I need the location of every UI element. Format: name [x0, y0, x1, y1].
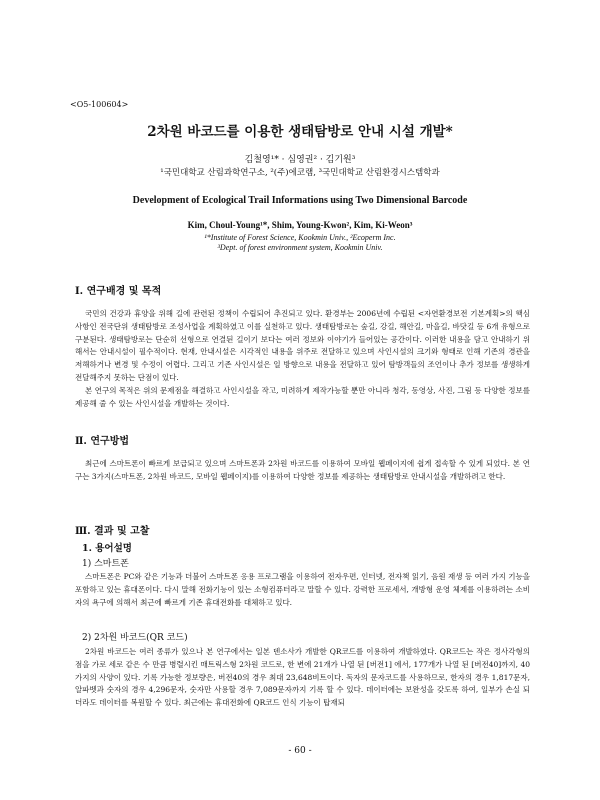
affiliation-english-line-1: ¹*Institute of Forest Science, Kookmin Univ., ²Ecoperm Inc.	[204, 233, 396, 242]
section-2-heading: Ⅱ. 연구방법	[75, 436, 130, 447]
title-english: Development of Ecological Trail Informations using Two Dimensional Barcode	[132, 195, 468, 206]
section-1-heading: Ⅰ. 연구배경 및 목적	[75, 286, 162, 297]
affiliation-english-line-2: ³Dept. of forest environment system, Kookmin Univ.	[217, 243, 383, 252]
subsection-1-1-paragraph: 스마트폰은 PC와 같은 기능과 더불어 스마트폰 응용 프로그램을 이용하여 전자우편, 인터넷, 전자책 읽기, 음원 재생 등 여러 가지 기능을 포함하고 있는 휴대폰이다. 다시 말해 전화기능이 있는 소형컴퓨터라고 말할 수 있다. 강력한 프로세서, 개방형 운영 체제를 이용하려는 소비자의 욕구에 의해서 최근에 빠르게 기존 휴대전화를 대체하고 있다.	[75, 572, 530, 607]
paper-code: <O5-100604>	[70, 100, 129, 109]
subsection-1-1-heading: 1) 스마트폰	[82, 559, 129, 569]
section-3-heading: Ⅲ. 결과 및 고찰	[75, 526, 150, 537]
section-1-paragraph-2: 본 연구의 목적은 위의 문제점을 해결하고 사인시설을 작고, 미려하게 제작가능할 뿐만 아니라 청각, 동영상, 사진, 그림 등 다양한 정보를 제공해 줄 수 있는 사인시설을 개발하는 것이다.	[75, 386, 530, 408]
subsection-1-2-paragraph: 2차원 바코드는 여러 종류가 있으나 본 연구에서는 일본 덴소사가 개발한 QR코드를 이용하여 개발하였다. QR코드는 작은 정사각형의 점을 가로 세로 같은 수 만큼 병렬시킨 매트릭스형 2차원 코드로, 한 변에 21개가 나열 된 [버전1] 에서, 177개가 나열 된 [버전40]까지, 40가지의 사양이 있다. 기록 가능한 정보량은, 버전40의 경우 최대 23,648비트이다. 독자의 문자코드를 사용하므로, 한자의 경우 1,817문자, 알파벳과 숫자의 경우 4,296문자, 숫자만 사용할 경우 7,089문자까지 기록 할 수 있다. 데이터에는 보완성을 갖도록 하여, 일부가 손실 되더라도 데이터를 복원할 수 있다. 최근에는 휴대전화에 QR코드 인식 기능이 탑재되	[75, 647, 530, 708]
page-number: - 60 -	[288, 746, 312, 756]
affiliations-english	[0, 233, 600, 253]
authors-english: Kim, Choul-Young¹*, Shim, Young-Kwon², Kim, Ki-Weon³	[187, 220, 413, 230]
title-korean: 2차원 바코드를 이용한 생태탐방로 안내 시설 개발*	[147, 124, 453, 140]
section-1-paragraph: 국민의 건강과 휴양을 위해 길에 관련된 정책이 수립되어 추진되고 있다. 환경부는 2006년에 수립된 <자연환경보전 기본계획>의 핵심사항인 전국단위 생태탐방로 조성사업을 계획하였고 이를 실천하고 있다. 생태탐방로는 숲길, 강길, 해안길, 마을길, 바닷길 등 6개 유형으로 구분된다. 생태탐방로는 단순히 선형으로 연결된 길이기 보다는 여러 정보와 이야기가 들어있는 공간이다. 이러한 내용을 담고 안내하기 위해서는 안내시설이 필수적이다. 현재, 안내시설은 시각적인 내용을 위주로 전달하고 있으며 사인시설의 크기와 형태로 인해 기존의 경관을 저해하거나 변경 및 수정이 어렵다. 그리고 기존 사인시설은 일 방향으로 내용을 전달하고 있어 탐방객들의 조언이나 추가 정보를 생생하게 전달해주지 못하는 단점이 있다.	[75, 309, 530, 382]
subsection-1-heading: 1. 용어설명	[82, 543, 132, 554]
subsection-1-2-heading: 2) 2차원 바코드(QR 코드)	[82, 633, 188, 643]
section-2-paragraph: 최근에 스마트폰이 빠르게 보급되고 있으며 스마트폰과 2차원 바코드를 이용하여 모바일 웹페이지에 쉽게 접속할 수 있게 되었다. 본 연구는 3가지(스마트폰, 2차원 바코드, 모바일 웹페이지)를 이용하여 다양한 정보를 제공하는 생태탐방로 안내시설을 개발하려고 한다.	[75, 459, 530, 481]
authors-korean: 김철영¹* · 심영권² · 김기원³	[244, 155, 356, 165]
affiliations-korean: ¹국민대학교 산림과학연구소, ²(주)에코램, ³국민대학교 산림환경시스템학과	[160, 168, 440, 178]
